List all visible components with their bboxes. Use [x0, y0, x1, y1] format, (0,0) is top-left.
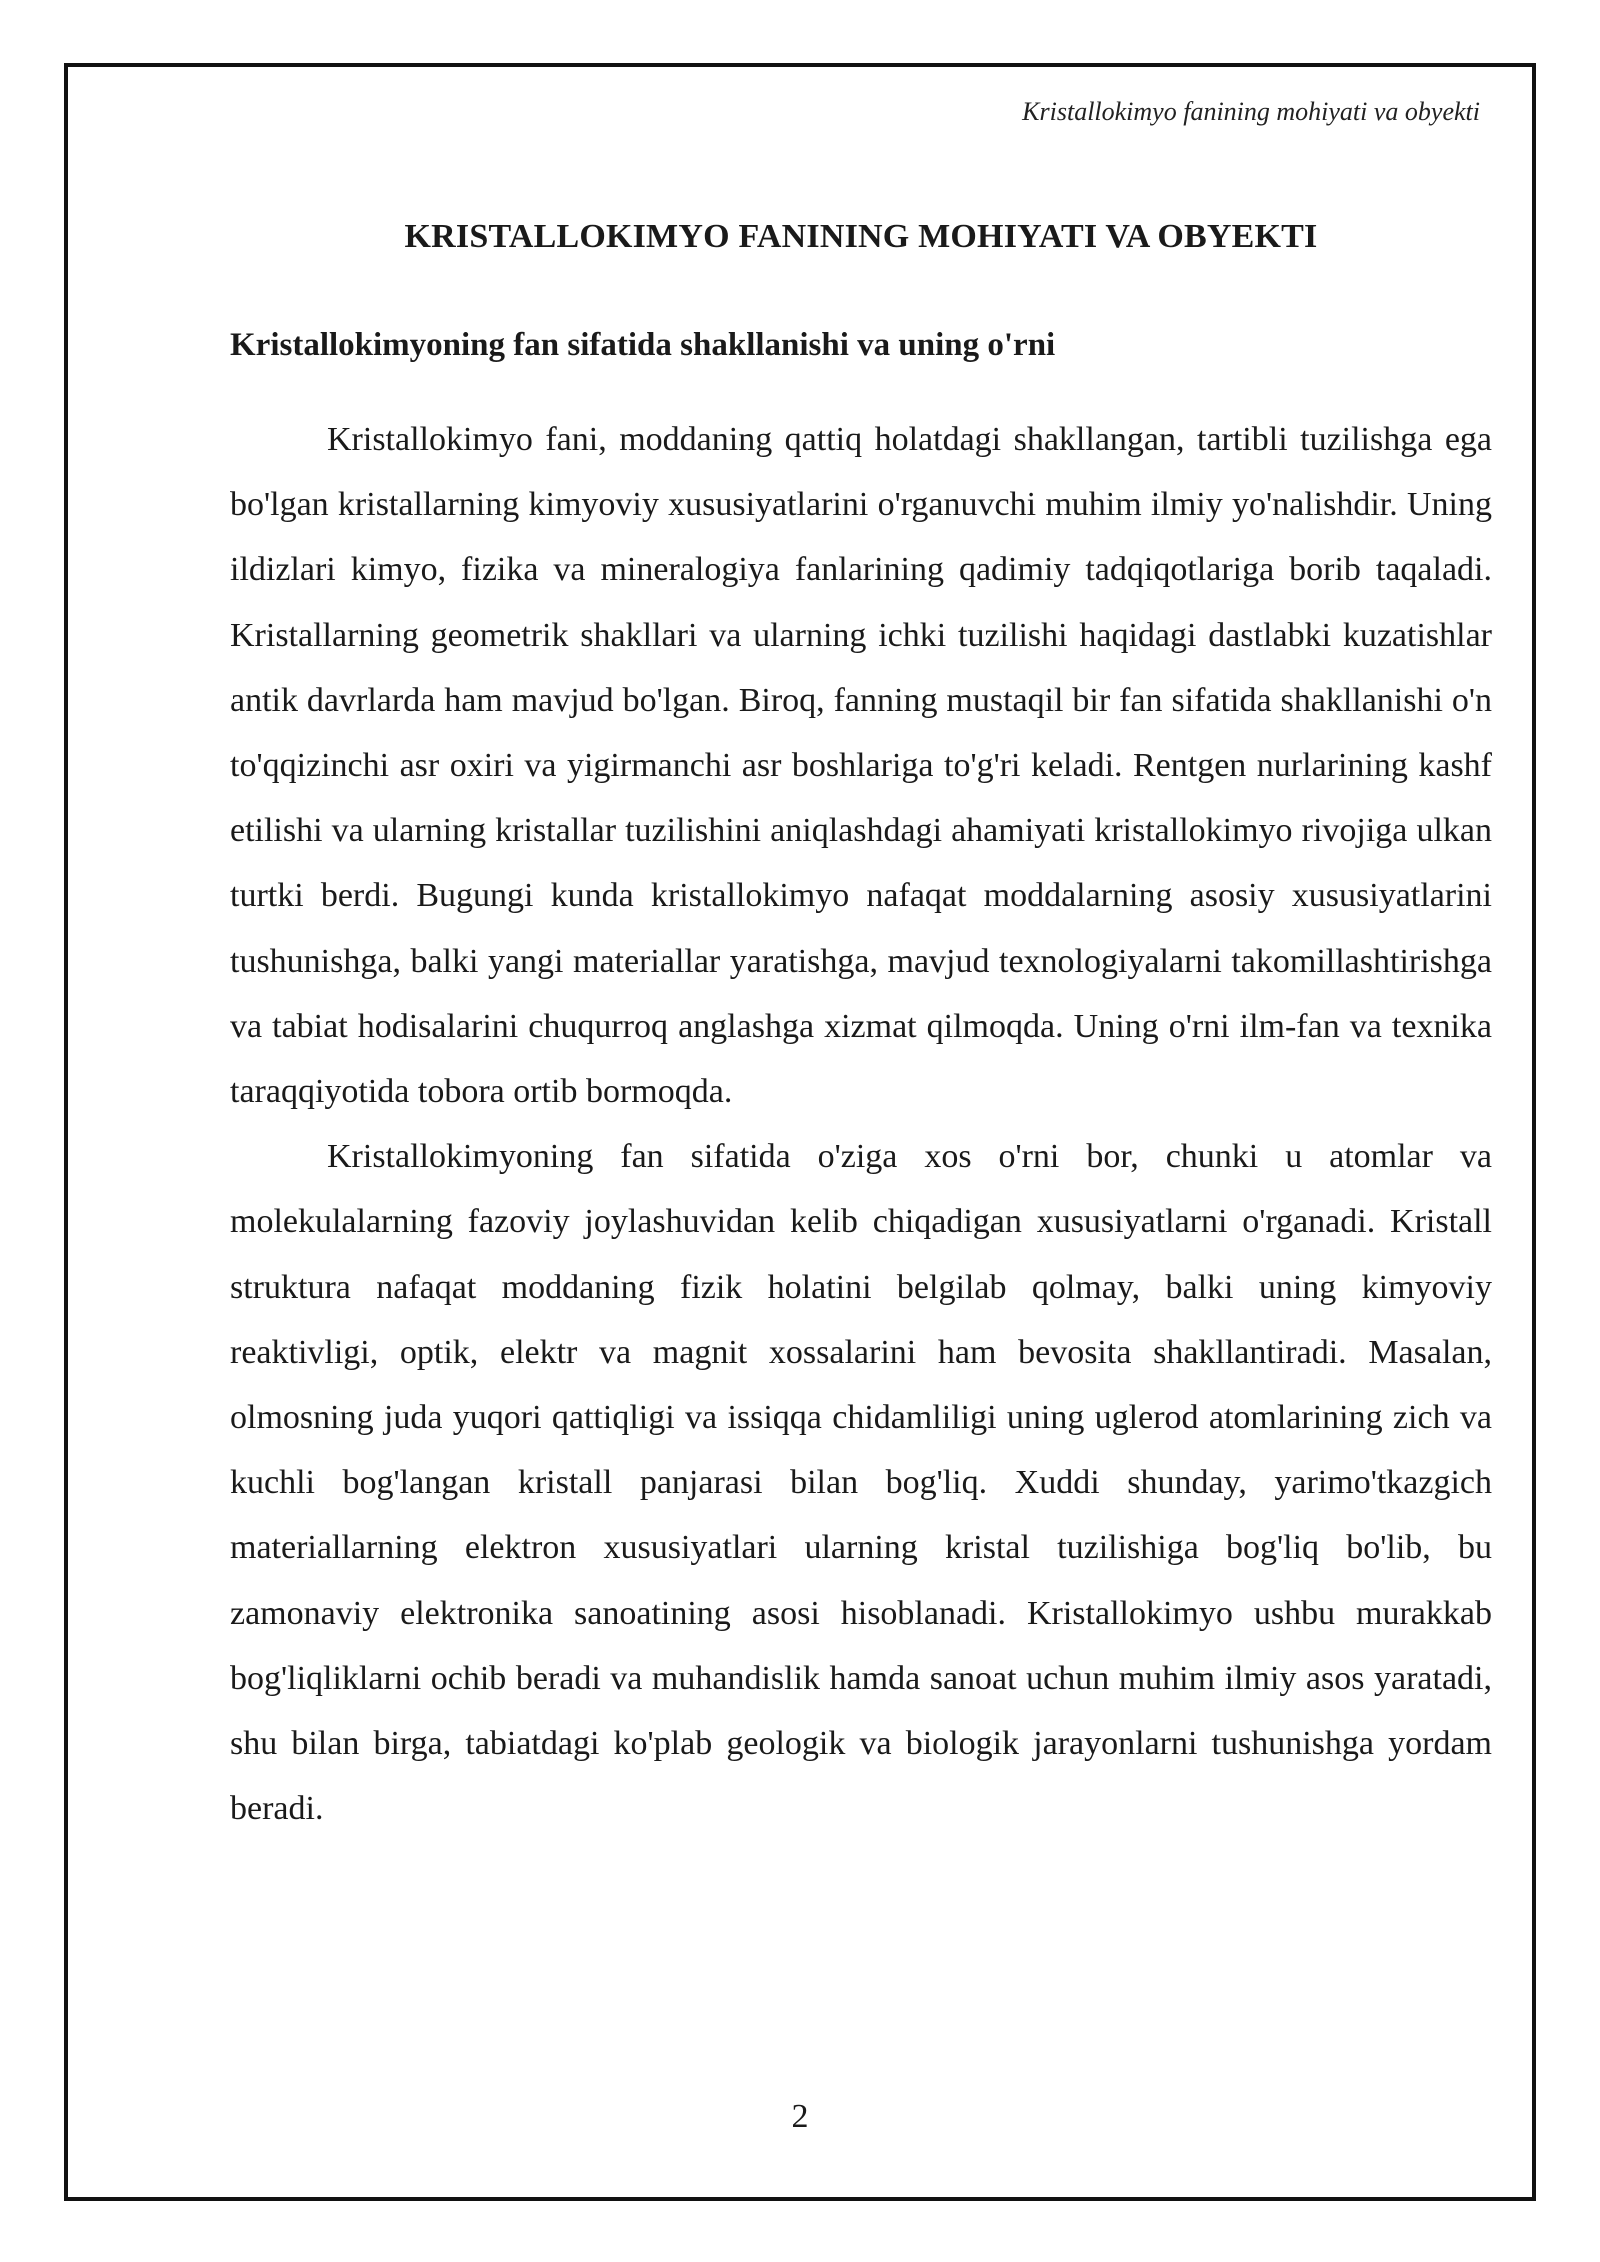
- document-title: KRISTALLOKIMYO FANINING MOHIYATI VA OBYEKTI: [404, 218, 1318, 255]
- paragraph-2: Kristallokimyoning fan sifatida o'ziga xos o'rni bor, chunki u atomlar va molekulalarning fazoviy joylashuvidan kelib chiqadigan xususiyatlarni o'rganadi. Kristall struktura nafaqat moddaning fizik holatini belgilab qolmay, balki uning kimyoviy reaktivligi, optik, elektr va magnit xossalarini ham bevosita shakllantiradi. Masalan, olmosning juda yuqori qattiqligi va issiqqa chidamliligi uning uglerod atomlarining zich va kuchli bog'langan kristall panjarasi bilan bog'liq. Xuddi shunday, yarimo'tkazgich materiallarning elektron xususiyatlari ularning kristal tuzilishiga bog'liq bo'lib, bu zamonaviy elektronika sanoatining asosi hisoblanadi. Kristallokimyo ushbu murakkab bog'liqliklarni ochib beradi va muhandislik hamda sanoat uchun muhim ilmiy asos yaratadi, shu bilan birga, tabiatdagi ko'plab geologik va biologik jarayonlarni tushunishga yordam beradi.: [230, 1138, 1492, 1828]
- running-header: Kristallokimyo fanining mohiyati va obyekti: [1022, 97, 1480, 126]
- paragraph-1: Kristallokimyo fani, moddaning qattiq holatdagi shakllangan, tartibli tuzilishga ega bo'lgan kristallarning kimyoviy xususiyatlarini o'rganuvchi muhim ilmiy yo'nalishdir. Uning ildizlari kimyo, fizika va mineralogiya fanlarining qadimiy tadqiqotlariga borib taqaladi. Kristallarning geometrik shakllari va ularning ichki tuzilishi haqidagi dastlabki kuzatishlar antik davrlarda ham mavjud bo'lgan. Biroq, fanning mustaqil bir fan sifatida shakllanishi o'n to'qqizinchi asr oxiri va yigirmanchi asr boshlariga to'g'ri keladi. Rentgen nurlarining kashf etilishi va ularning kristallar tuzilishini aniqlashdagi ahamiyati kristallokimyo rivojiga ulkan turtki berdi. Bugungi kunda kristallokimyo nafaqat moddalarning asosiy xususiyatlarini tushunishga, balki yangi materiallar yaratishga, mavjud texnologiyalarni takomillashtirishga va tabiat hodisalarini chuqurroq anglashga xizmat qilmoqda. Uning o'rni ilm-fan va texnika taraqqiyotida tobora ortib bormoqda.: [230, 421, 1492, 1111]
- section-heading: Kristallokimyoning fan sifatida shakllanishi va uning o'rni: [230, 327, 1056, 363]
- page-number: 2: [791, 2098, 809, 2135]
- body-text: [230, 407, 1492, 1841]
